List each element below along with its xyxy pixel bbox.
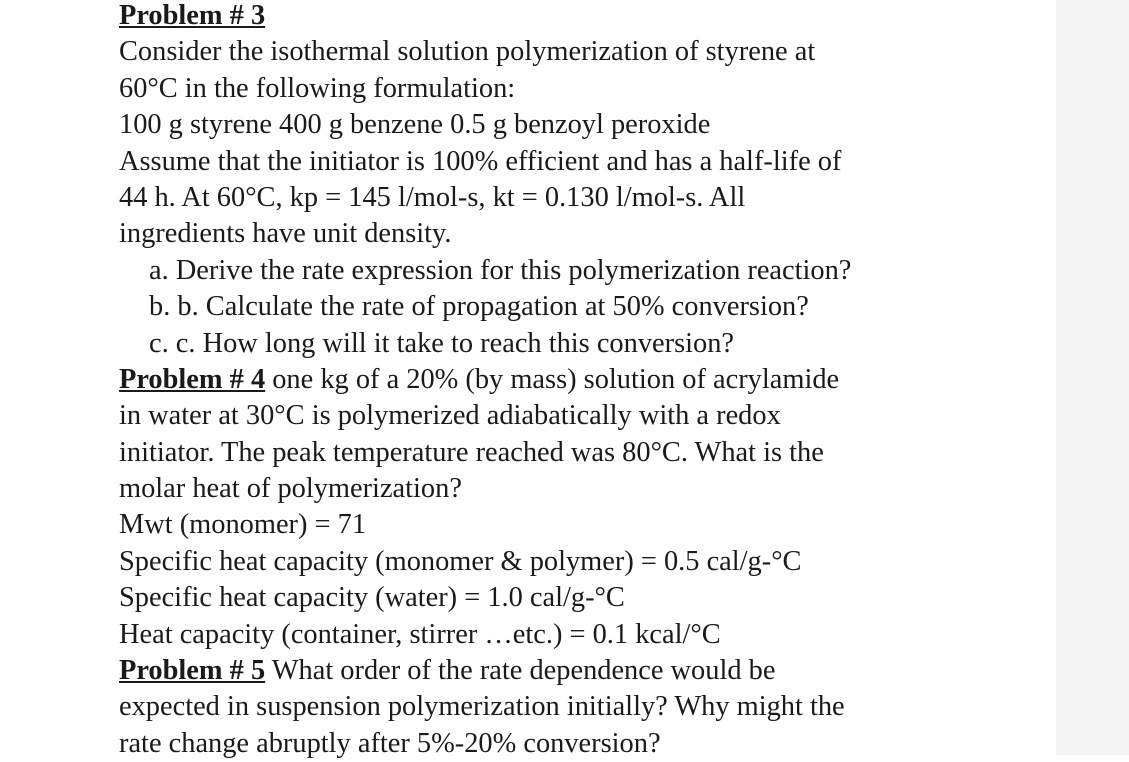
problem-4-text-line: Mwt (monomer) = 71 — [119, 509, 367, 541]
problem-4-text-line: Specific heat capacity (monomer & polymer) = 0.5 cal/g-°C — [119, 545, 802, 577]
problem-3-item-a: a. Derive the rate expression for this polymerization reaction? — [149, 254, 852, 286]
problem-4-heading: Problem # 4 — [119, 363, 266, 395]
problem-3-text-line: Consider the isothermal solution polymerization of styrene at — [119, 36, 816, 68]
problem-5-text-line: expected in suspension polymerization initially? Why might the — [119, 691, 845, 723]
problem-3-text-line: 100 g styrene 400 g benzene 0.5 g benzoyl peroxide — [119, 109, 711, 141]
problem-5-first-line — [119, 653, 1049, 689]
problem-5-intro-text: What order of the rate dependence would be — [265, 655, 776, 687]
problem-5-text-line: rate change abruptly after 5%-20% conversion? — [119, 727, 661, 759]
problem-4-first-line — [119, 362, 1049, 398]
problem-3-heading-line — [119, 0, 1049, 34]
problem-3-item-b: b. b. Calculate the rate of propagation at 50% conversion? — [149, 291, 809, 323]
problem-4-intro-text: one kg of a 20% (by mass) solution of acrylamide — [265, 363, 840, 395]
problem-3-text-line: 60°C in the following formulation: — [119, 72, 516, 104]
problem-4-text-line: initiator. The peak temperature reached was 80°C. What is the — [119, 436, 824, 468]
problem-4-text-line: Heat capacity (container, stirrer …etc.) = 0.1 kcal/°C — [119, 618, 721, 650]
problem-3-text-line: Assume that the initiator is 100% efficient and has a half-life of — [119, 145, 842, 177]
problem-3-text-line: ingredients have unit density. — [119, 218, 452, 250]
problem-4-text-line: molar heat of polymerization? — [119, 473, 462, 505]
right-margin-band — [1056, 0, 1129, 755]
problem-4-text-line: Specific heat capacity (water) = 1.0 cal/g-°C — [119, 582, 625, 614]
problem-3-item-c: c. c. How long will it take to reach this conversion? — [149, 327, 735, 359]
problem-3-heading: Problem # 3 — [119, 0, 266, 31]
problem-4-text-line: in water at 30°C is polymerized adiabatically with a redox — [119, 400, 781, 432]
problem-5-heading: Problem # 5 — [119, 655, 266, 687]
problem-3-text-line: 44 h. At 60°C, kp = 145 l/mol-s, kt = 0.130 l/mol-s. All — [119, 181, 746, 213]
document-body — [119, 0, 1049, 762]
